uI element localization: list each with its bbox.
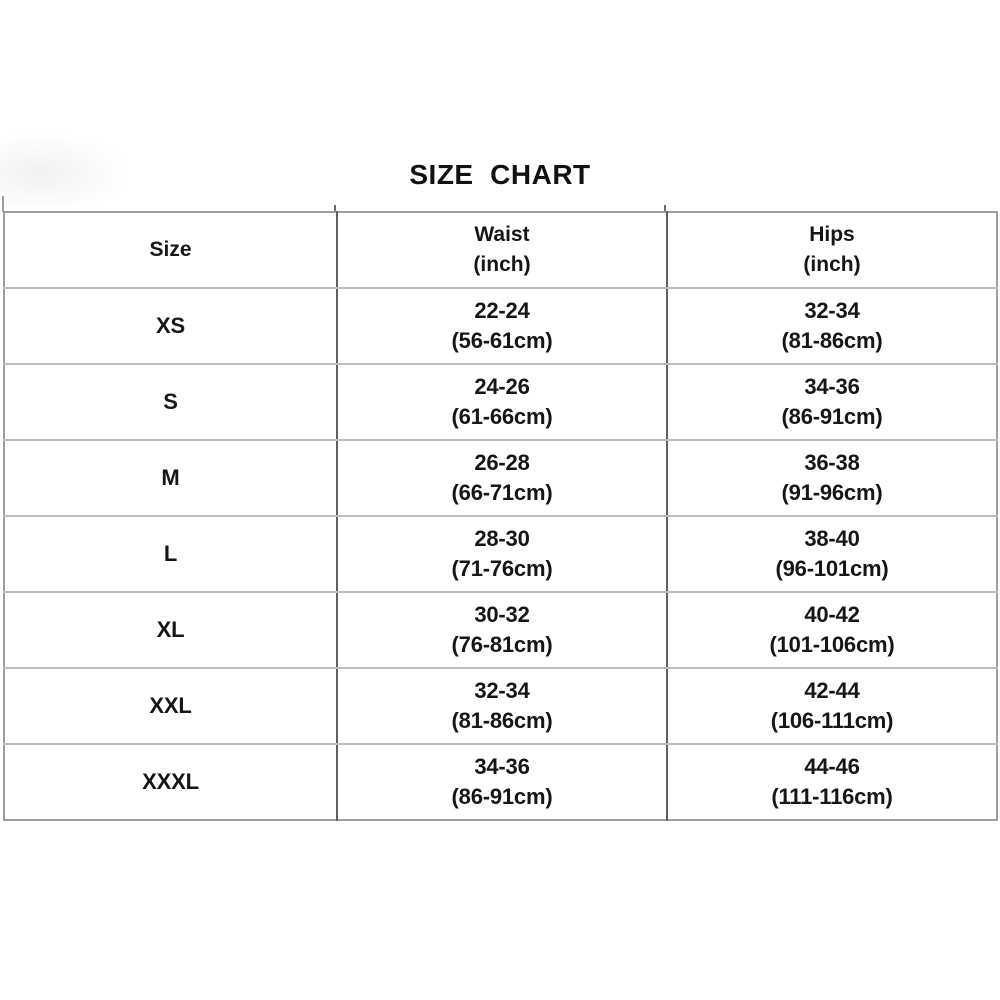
waist-cm-value: (56-61cm) — [451, 328, 553, 353]
table-row — [4, 744, 997, 820]
waist-cell — [337, 364, 667, 440]
size-chart-table — [3, 211, 998, 821]
hips-inch-value: 44-46 — [804, 754, 860, 779]
hips-cell — [667, 288, 997, 364]
table-row — [4, 440, 997, 516]
header-size-label: Size — [149, 238, 192, 261]
waist-cm-value: (81-86cm) — [451, 708, 553, 733]
waist-inch-value: 34-36 — [474, 754, 530, 779]
waist-cell — [337, 668, 667, 744]
header-waist-label: Waist — [474, 223, 530, 246]
header-hips-label: Hips — [809, 223, 855, 246]
hips-cm-value: (81-86cm) — [781, 328, 883, 353]
table-row — [4, 364, 997, 440]
hips-cell — [667, 516, 997, 592]
hips-inch-value: 32-34 — [804, 298, 860, 323]
waist-inch-value: 26-28 — [474, 450, 530, 475]
hips-cell — [667, 364, 997, 440]
hips-inch-value: 38-40 — [804, 526, 860, 551]
waist-inch-value: 30-32 — [474, 602, 530, 627]
waist-inch-value: 22-24 — [474, 298, 530, 323]
size-label: XS — [4, 288, 337, 364]
waist-cell — [337, 288, 667, 364]
waist-cell — [337, 592, 667, 668]
table-row — [4, 288, 997, 364]
header-row — [4, 212, 997, 288]
hips-inch-value: 34-36 — [804, 374, 860, 399]
waist-cell — [337, 516, 667, 592]
waist-cm-value: (66-71cm) — [451, 480, 553, 505]
hips-cell — [667, 440, 997, 516]
hips-cm-value: (96-101cm) — [775, 556, 889, 581]
table-row — [4, 668, 997, 744]
hips-cell — [667, 668, 997, 744]
hips-cm-value: (91-96cm) — [781, 480, 883, 505]
size-label: XXL — [4, 668, 337, 744]
size-label: M — [4, 440, 337, 516]
hips-inch-value: 36-38 — [804, 450, 860, 475]
waist-cm-value: (76-81cm) — [451, 632, 553, 657]
hips-cm-value: (111-116cm) — [771, 784, 893, 809]
waist-inch-value: 32-34 — [474, 678, 530, 703]
header-hips-unit: (inch) — [803, 253, 861, 276]
hips-cm-value: (101-106cm) — [769, 632, 895, 657]
table-row — [4, 592, 997, 668]
waist-cell — [337, 440, 667, 516]
hips-inch-value: 40-42 — [804, 602, 860, 627]
waist-cm-value: (71-76cm) — [451, 556, 553, 581]
hips-inch-value: 42-44 — [804, 678, 860, 703]
hips-cm-value: (106-111cm) — [770, 708, 894, 733]
column-header-size — [4, 212, 337, 288]
size-label: L — [4, 516, 337, 592]
page-title: SIZE CHART — [409, 159, 591, 190]
waist-cm-value: (86-91cm) — [451, 784, 553, 809]
border-artifact-left — [2, 196, 4, 212]
size-label: S — [4, 364, 337, 440]
hips-cell — [667, 744, 997, 820]
column-header-waist — [337, 212, 667, 288]
table-row — [4, 516, 997, 592]
hips-cell — [667, 592, 997, 668]
waist-cell — [337, 744, 667, 820]
size-label: XL — [4, 592, 337, 668]
size-label: XXXL — [4, 744, 337, 820]
header-waist-unit: (inch) — [473, 253, 531, 276]
waist-inch-value: 24-26 — [474, 374, 530, 399]
column-header-hips — [667, 212, 997, 288]
waist-cm-value: (61-66cm) — [451, 404, 553, 429]
hips-cm-value: (86-91cm) — [781, 404, 883, 429]
waist-inch-value: 28-30 — [474, 526, 530, 551]
